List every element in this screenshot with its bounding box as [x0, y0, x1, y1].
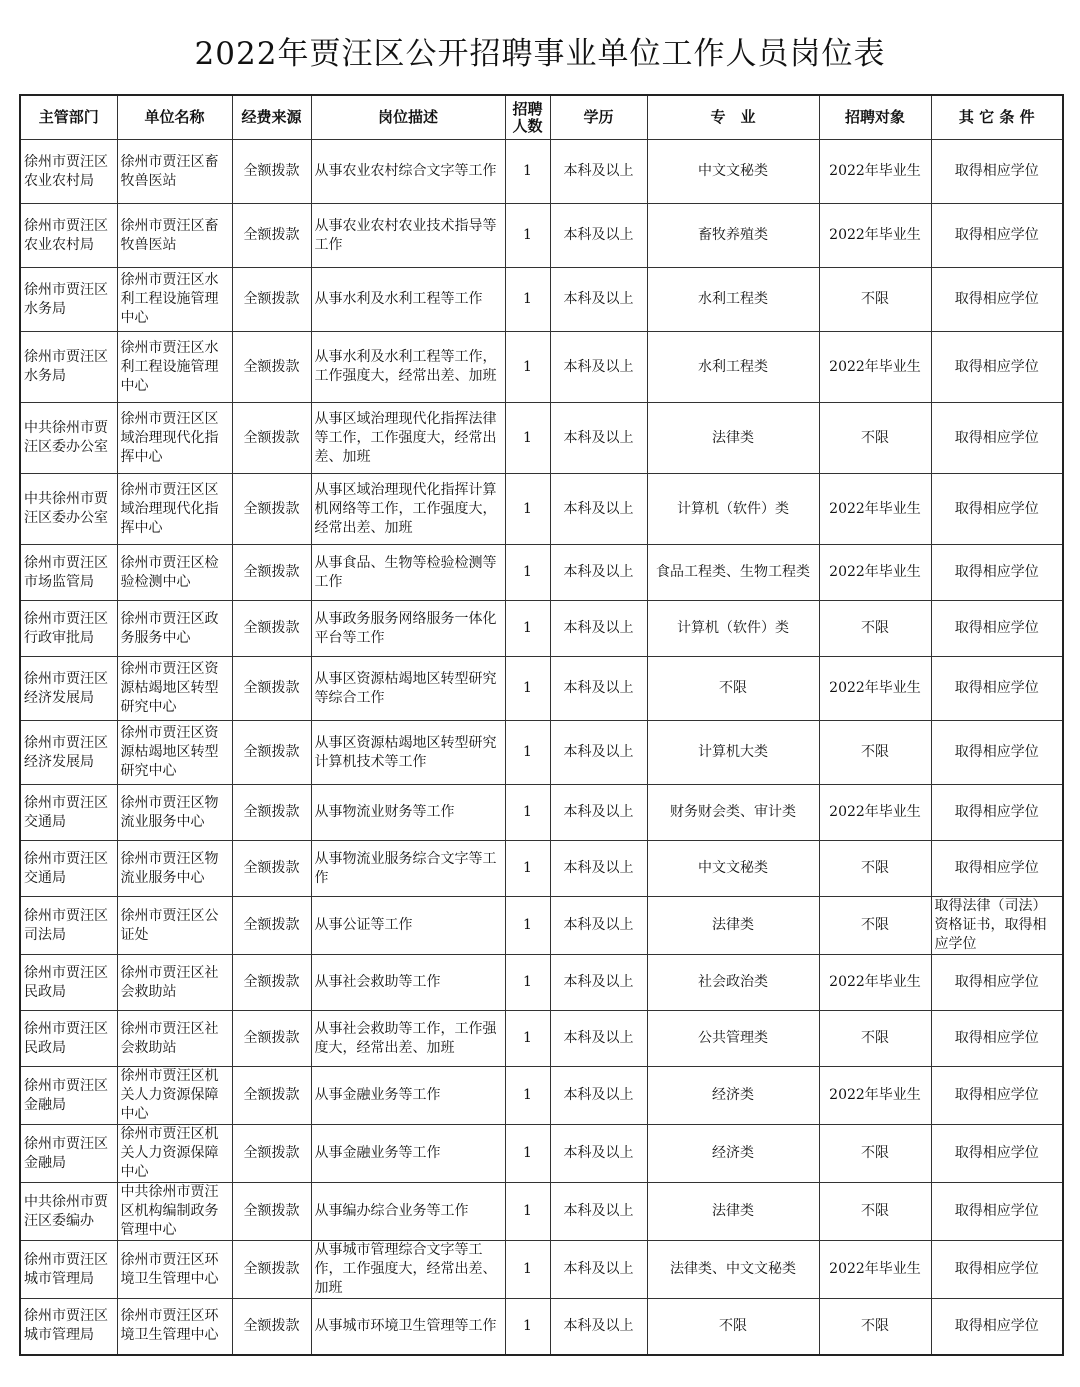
cell-unit: 徐州市贾汪区畜牧兽医站 — [117, 140, 232, 204]
cell-count: 1 — [505, 1183, 550, 1241]
cell-target: 2022年毕业生 — [819, 955, 931, 1011]
table-row — [20, 403, 1063, 474]
cell-desc: 从事社会救助等工作 — [311, 955, 505, 1011]
cell-major: 法律类 — [647, 1183, 819, 1241]
cell-target: 不限 — [819, 1125, 931, 1183]
cell-target: 不限 — [819, 1183, 931, 1241]
cell-dept: 中共徐州市贾汪区委办公室 — [20, 403, 117, 474]
cell-major: 水利工程类 — [647, 268, 819, 332]
cell-target: 2022年毕业生 — [819, 474, 931, 545]
cell-dept: 徐州市贾汪区司法局 — [20, 897, 117, 955]
cell-edu: 本科及以上 — [550, 1011, 647, 1067]
cell-major: 水利工程类 — [647, 332, 819, 403]
cell-count: 1 — [505, 545, 550, 601]
cell-unit: 徐州市贾汪区机关人力资源保障中心 — [117, 1125, 232, 1183]
cell-fund: 全额拨款 — [232, 1299, 311, 1355]
cell-edu: 本科及以上 — [550, 268, 647, 332]
cell-desc: 从事政务服务网络服务一体化平台等工作 — [311, 601, 505, 657]
cell-count: 1 — [505, 474, 550, 545]
table-row — [20, 332, 1063, 403]
cell-target: 2022年毕业生 — [819, 785, 931, 841]
table-row — [20, 897, 1063, 955]
cell-dept: 徐州市贾汪区经济发展局 — [20, 721, 117, 785]
cell-desc: 从事金融业务等工作 — [311, 1067, 505, 1125]
cell-other: 取得相应学位 — [931, 721, 1063, 785]
header-major: 专 业 — [647, 95, 819, 140]
header-count: 招聘人数 — [505, 95, 550, 140]
cell-desc: 从事区资源枯竭地区转型研究计算机技术等工作 — [311, 721, 505, 785]
cell-major: 畜牧养殖类 — [647, 204, 819, 268]
cell-fund: 全额拨款 — [232, 474, 311, 545]
cell-major: 计算机（软件）类 — [647, 474, 819, 545]
cell-fund: 全额拨款 — [232, 403, 311, 474]
cell-fund: 全额拨款 — [232, 955, 311, 1011]
cell-fund: 全额拨款 — [232, 657, 311, 721]
cell-other: 取得相应学位 — [931, 1241, 1063, 1299]
cell-unit: 徐州市贾汪区畜牧兽医站 — [117, 204, 232, 268]
cell-unit: 徐州市贾汪区资源枯竭地区转型研究中心 — [117, 657, 232, 721]
header-fund: 经费来源 — [232, 95, 311, 140]
cell-count: 1 — [505, 332, 550, 403]
cell-desc: 从事区资源枯竭地区转型研究等综合工作 — [311, 657, 505, 721]
cell-dept: 徐州市贾汪区城市管理局 — [20, 1241, 117, 1299]
cell-edu: 本科及以上 — [550, 601, 647, 657]
cell-edu: 本科及以上 — [550, 1299, 647, 1355]
cell-other: 取得相应学位 — [931, 1011, 1063, 1067]
table-row — [20, 601, 1063, 657]
cell-edu: 本科及以上 — [550, 1067, 647, 1125]
cell-edu: 本科及以上 — [550, 897, 647, 955]
cell-edu: 本科及以上 — [550, 140, 647, 204]
header-edu: 学历 — [550, 95, 647, 140]
cell-dept: 徐州市贾汪区交通局 — [20, 785, 117, 841]
cell-count: 1 — [505, 1011, 550, 1067]
cell-major: 法律类、中文文秘类 — [647, 1241, 819, 1299]
cell-edu: 本科及以上 — [550, 545, 647, 601]
cell-dept: 徐州市贾汪区水务局 — [20, 332, 117, 403]
cell-other: 取得相应学位 — [931, 657, 1063, 721]
table-row — [20, 1183, 1063, 1241]
cell-dept: 徐州市贾汪区市场监管局 — [20, 545, 117, 601]
cell-fund: 全额拨款 — [232, 332, 311, 403]
cell-fund: 全额拨款 — [232, 897, 311, 955]
cell-edu: 本科及以上 — [550, 657, 647, 721]
cell-unit: 徐州市贾汪区政务服务中心 — [117, 601, 232, 657]
cell-desc: 从事区域治理现代化指挥计算机网络等工作，工作强度大，经常出差、加班 — [311, 474, 505, 545]
table-row — [20, 474, 1063, 545]
table-row — [20, 545, 1063, 601]
cell-unit: 徐州市贾汪区环境卫生管理中心 — [117, 1299, 232, 1355]
cell-other: 取得相应学位 — [931, 1183, 1063, 1241]
cell-count: 1 — [505, 268, 550, 332]
cell-desc: 从事农业农村综合文字等工作 — [311, 140, 505, 204]
table-row — [20, 721, 1063, 785]
table-row — [20, 841, 1063, 897]
cell-dept: 徐州市贾汪区民政局 — [20, 955, 117, 1011]
cell-desc: 从事水利及水利工程等工作 — [311, 268, 505, 332]
cell-other: 取得法律（司法）资格证书，取得相应学位 — [931, 897, 1063, 955]
table-row — [20, 1011, 1063, 1067]
cell-dept: 徐州市贾汪区水务局 — [20, 268, 117, 332]
cell-other: 取得相应学位 — [931, 1299, 1063, 1355]
cell-target: 2022年毕业生 — [819, 204, 931, 268]
cell-major: 食品工程类、生物工程类 — [647, 545, 819, 601]
cell-target: 2022年毕业生 — [819, 1241, 931, 1299]
cell-target: 2022年毕业生 — [819, 1067, 931, 1125]
cell-desc: 从事城市管理综合文字等工作，工作强度大，经常出差、加班 — [311, 1241, 505, 1299]
cell-fund: 全额拨款 — [232, 545, 311, 601]
cell-unit: 徐州市贾汪区公证处 — [117, 897, 232, 955]
cell-target: 不限 — [819, 601, 931, 657]
cell-desc: 从事农业农村农业技术指导等工作 — [311, 204, 505, 268]
cell-dept: 徐州市贾汪区金融局 — [20, 1125, 117, 1183]
cell-unit: 徐州市贾汪区机关人力资源保障中心 — [117, 1067, 232, 1125]
table-row — [20, 268, 1063, 332]
table-row — [20, 785, 1063, 841]
header-desc: 岗位描述 — [311, 95, 505, 140]
cell-dept: 徐州市贾汪区行政审批局 — [20, 601, 117, 657]
cell-other: 取得相应学位 — [931, 545, 1063, 601]
cell-edu: 本科及以上 — [550, 474, 647, 545]
cell-fund: 全额拨款 — [232, 1011, 311, 1067]
cell-major: 社会政治类 — [647, 955, 819, 1011]
cell-target: 不限 — [819, 841, 931, 897]
cell-other: 取得相应学位 — [931, 332, 1063, 403]
cell-other: 取得相应学位 — [931, 841, 1063, 897]
cell-unit: 徐州市贾汪区社会救助站 — [117, 955, 232, 1011]
cell-other: 取得相应学位 — [931, 140, 1063, 204]
cell-target: 2022年毕业生 — [819, 545, 931, 601]
cell-major: 不限 — [647, 657, 819, 721]
cell-other: 取得相应学位 — [931, 204, 1063, 268]
cell-count: 1 — [505, 1241, 550, 1299]
cell-desc: 从事区域治理现代化指挥法律等工作，工作强度大，经常出差、加班 — [311, 403, 505, 474]
cell-fund: 全额拨款 — [232, 140, 311, 204]
cell-target: 不限 — [819, 1299, 931, 1355]
page-title: 2022年贾汪区公开招聘事业单位工作人员岗位表 — [194, 36, 886, 72]
cell-edu: 本科及以上 — [550, 785, 647, 841]
cell-desc: 从事公证等工作 — [311, 897, 505, 955]
header-target: 招聘对象 — [819, 95, 931, 140]
cell-count: 1 — [505, 785, 550, 841]
cell-edu: 本科及以上 — [550, 1125, 647, 1183]
cell-fund: 全额拨款 — [232, 841, 311, 897]
cell-target: 2022年毕业生 — [819, 140, 931, 204]
cell-major: 法律类 — [647, 403, 819, 474]
cell-unit: 徐州市贾汪区水利工程设施管理中心 — [117, 332, 232, 403]
table-row — [20, 657, 1063, 721]
cell-unit: 徐州市贾汪区检验检测中心 — [117, 545, 232, 601]
table-row — [20, 1241, 1063, 1299]
header-dept: 主管部门 — [20, 95, 117, 140]
header-row — [20, 95, 1063, 140]
cell-target: 2022年毕业生 — [819, 657, 931, 721]
cell-unit: 徐州市贾汪区物流业服务中心 — [117, 841, 232, 897]
cell-desc: 从事物流业服务综合文字等工作 — [311, 841, 505, 897]
cell-fund: 全额拨款 — [232, 785, 311, 841]
cell-major: 不限 — [647, 1299, 819, 1355]
cell-unit: 徐州市贾汪区社会救助站 — [117, 1011, 232, 1067]
cell-other: 取得相应学位 — [931, 474, 1063, 545]
header-other: 其 它 条 件 — [931, 95, 1063, 140]
cell-count: 1 — [505, 1125, 550, 1183]
cell-desc: 从事水利及水利工程等工作，工作强度大，经常出差、加班 — [311, 332, 505, 403]
cell-count: 1 — [505, 601, 550, 657]
cell-dept: 徐州市贾汪区城市管理局 — [20, 1299, 117, 1355]
cell-edu: 本科及以上 — [550, 955, 647, 1011]
cell-major: 财务财会类、审计类 — [647, 785, 819, 841]
cell-other: 取得相应学位 — [931, 268, 1063, 332]
cell-fund: 全额拨款 — [232, 601, 311, 657]
cell-other: 取得相应学位 — [931, 601, 1063, 657]
table-row — [20, 204, 1063, 268]
cell-unit: 徐州市贾汪区物流业服务中心 — [117, 785, 232, 841]
header-unit: 单位名称 — [117, 95, 232, 140]
cell-target: 不限 — [819, 721, 931, 785]
cell-count: 1 — [505, 841, 550, 897]
positions-table — [19, 94, 1064, 1356]
cell-count: 1 — [505, 1299, 550, 1355]
cell-other: 取得相应学位 — [931, 1067, 1063, 1125]
cell-dept: 徐州市贾汪区民政局 — [20, 1011, 117, 1067]
cell-desc: 从事金融业务等工作 — [311, 1125, 505, 1183]
cell-other: 取得相应学位 — [931, 955, 1063, 1011]
cell-major: 计算机大类 — [647, 721, 819, 785]
cell-fund: 全额拨款 — [232, 1067, 311, 1125]
cell-dept: 中共徐州市贾汪区委编办 — [20, 1183, 117, 1241]
cell-dept: 中共徐州市贾汪区委办公室 — [20, 474, 117, 545]
cell-major: 经济类 — [647, 1125, 819, 1183]
cell-count: 1 — [505, 403, 550, 474]
cell-major: 中文文秘类 — [647, 140, 819, 204]
cell-dept: 徐州市贾汪区交通局 — [20, 841, 117, 897]
cell-edu: 本科及以上 — [550, 403, 647, 474]
table-row — [20, 1125, 1063, 1183]
cell-count: 1 — [505, 955, 550, 1011]
cell-unit: 徐州市贾汪区区域治理现代化指挥中心 — [117, 403, 232, 474]
cell-count: 1 — [505, 721, 550, 785]
cell-unit: 徐州市贾汪区区域治理现代化指挥中心 — [117, 474, 232, 545]
cell-desc: 从事社会救助等工作，工作强度大，经常出差、加班 — [311, 1011, 505, 1067]
cell-unit: 徐州市贾汪区资源枯竭地区转型研究中心 — [117, 721, 232, 785]
cell-desc: 从事食品、生物等检验检测等工作 — [311, 545, 505, 601]
cell-dept: 徐州市贾汪区农业农村局 — [20, 140, 117, 204]
cell-target: 2022年毕业生 — [819, 332, 931, 403]
cell-fund: 全额拨款 — [232, 1125, 311, 1183]
table-row — [20, 140, 1063, 204]
cell-unit: 徐州市贾汪区环境卫生管理中心 — [117, 1241, 232, 1299]
cell-edu: 本科及以上 — [550, 1183, 647, 1241]
cell-target: 不限 — [819, 1011, 931, 1067]
cell-unit: 中共徐州市贾汪区机构编制政务管理中心 — [117, 1183, 232, 1241]
cell-count: 1 — [505, 897, 550, 955]
cell-dept: 徐州市贾汪区金融局 — [20, 1067, 117, 1125]
cell-major: 计算机（软件）类 — [647, 601, 819, 657]
cell-fund: 全额拨款 — [232, 1183, 311, 1241]
cell-desc: 从事编办综合业务等工作 — [311, 1183, 505, 1241]
cell-edu: 本科及以上 — [550, 204, 647, 268]
cell-edu: 本科及以上 — [550, 721, 647, 785]
cell-target: 不限 — [819, 897, 931, 955]
cell-unit: 徐州市贾汪区水利工程设施管理中心 — [117, 268, 232, 332]
cell-edu: 本科及以上 — [550, 1241, 647, 1299]
cell-desc: 从事城市环境卫生管理等工作 — [311, 1299, 505, 1355]
cell-fund: 全额拨款 — [232, 204, 311, 268]
cell-edu: 本科及以上 — [550, 841, 647, 897]
cell-dept: 徐州市贾汪区经济发展局 — [20, 657, 117, 721]
table-row — [20, 1299, 1063, 1355]
table-row — [20, 1067, 1063, 1125]
cell-major: 法律类 — [647, 897, 819, 955]
cell-target: 不限 — [819, 403, 931, 474]
cell-fund: 全额拨款 — [232, 721, 311, 785]
table-row — [20, 955, 1063, 1011]
cell-count: 1 — [505, 1067, 550, 1125]
cell-edu: 本科及以上 — [550, 332, 647, 403]
cell-major: 中文文秘类 — [647, 841, 819, 897]
cell-major: 公共管理类 — [647, 1011, 819, 1067]
cell-fund: 全额拨款 — [232, 1241, 311, 1299]
cell-other: 取得相应学位 — [931, 403, 1063, 474]
cell-other: 取得相应学位 — [931, 785, 1063, 841]
cell-count: 1 — [505, 204, 550, 268]
cell-count: 1 — [505, 657, 550, 721]
cell-major: 经济类 — [647, 1067, 819, 1125]
cell-target: 不限 — [819, 268, 931, 332]
cell-other: 取得相应学位 — [931, 1125, 1063, 1183]
cell-fund: 全额拨款 — [232, 268, 311, 332]
cell-count: 1 — [505, 140, 550, 204]
cell-desc: 从事物流业财务等工作 — [311, 785, 505, 841]
cell-dept: 徐州市贾汪区农业农村局 — [20, 204, 117, 268]
